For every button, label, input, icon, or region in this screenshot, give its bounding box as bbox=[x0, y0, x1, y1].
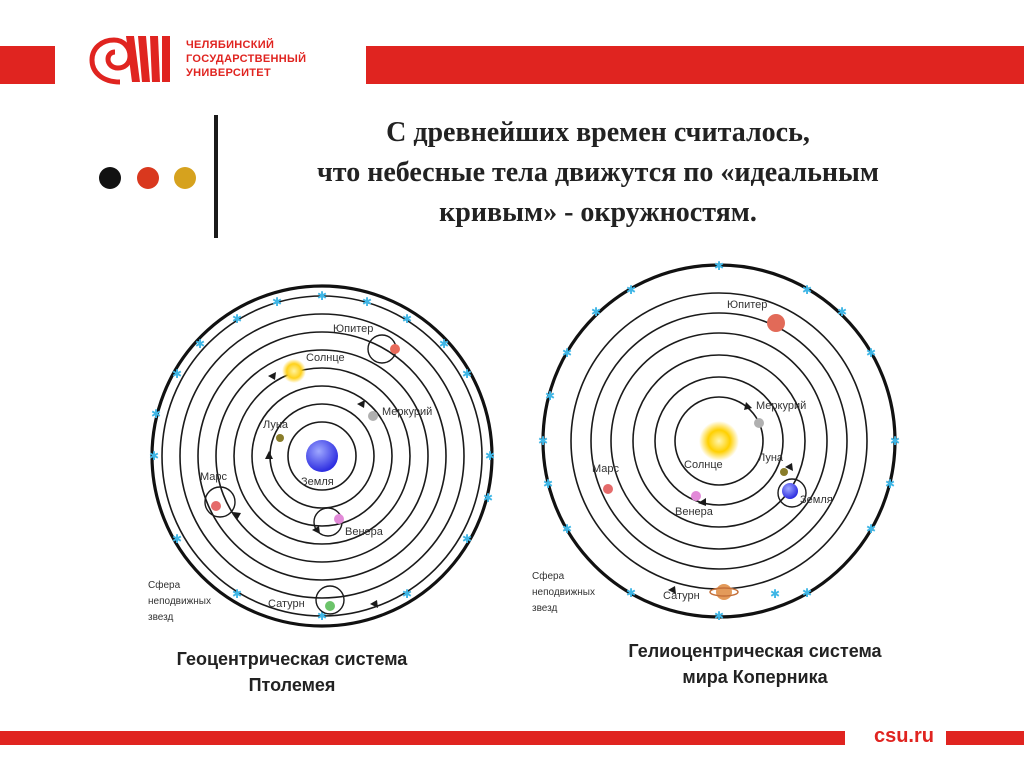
helio-label-sun: Солнце bbox=[684, 459, 723, 471]
site-link[interactable]: csu.ru bbox=[873, 725, 934, 747]
svg-text:✱: ✱ bbox=[561, 522, 573, 536]
geo-label-earth: Земля bbox=[301, 476, 334, 488]
svg-text:✱: ✱ bbox=[713, 259, 725, 273]
title-line: С древнейших времен считалось, bbox=[386, 117, 810, 148]
svg-text:✱: ✱ bbox=[769, 587, 781, 601]
helio-label-earth: Земля bbox=[800, 494, 833, 506]
svg-text:✱: ✱ bbox=[713, 609, 725, 623]
svg-text:✱: ✱ bbox=[865, 346, 877, 360]
svg-text:✱: ✱ bbox=[150, 407, 162, 421]
geo-saturn bbox=[325, 601, 335, 611]
header-bar-left bbox=[0, 46, 55, 84]
footer-bar-right bbox=[946, 731, 1024, 745]
geo-sphere-label-line: Сфера bbox=[148, 580, 181, 591]
geo-mercury bbox=[368, 411, 378, 421]
helio-label-mars: Марс bbox=[592, 463, 620, 475]
title-line: что небесные тела движутся по «идеальным bbox=[317, 157, 879, 188]
geo-label-mercury: Меркурий bbox=[382, 406, 433, 418]
geo-label-jupiter: Юпитер bbox=[333, 323, 374, 335]
svg-text:✱: ✱ bbox=[401, 312, 413, 326]
geo-label-sun: Солнце bbox=[306, 352, 345, 364]
decor-dot-red bbox=[137, 167, 159, 189]
helio-moon bbox=[780, 468, 788, 476]
slide-title bbox=[228, 113, 968, 233]
svg-text:✱: ✱ bbox=[590, 305, 602, 319]
helio-label-mercury: Меркурий bbox=[756, 400, 807, 412]
svg-text:✱: ✱ bbox=[542, 477, 554, 491]
university-name-line: ЧЕЛЯБИНСКИЙ bbox=[186, 39, 275, 51]
helio-label-venus: Венера bbox=[675, 506, 713, 518]
university-name-line: ГОСУДАРСТВЕННЫЙ bbox=[186, 53, 307, 65]
svg-text:✱: ✱ bbox=[361, 295, 373, 309]
geo-label-mars: Марс bbox=[200, 471, 228, 483]
geo-earth bbox=[306, 440, 338, 472]
svg-text:✱: ✱ bbox=[316, 289, 328, 303]
title-divider bbox=[214, 115, 218, 238]
helio-sun bbox=[699, 421, 739, 461]
svg-text:✱: ✱ bbox=[537, 434, 549, 448]
geo-label-venus: Венера bbox=[345, 526, 383, 538]
svg-text:✱: ✱ bbox=[884, 477, 896, 491]
helio-sphere-label-line: неподвижных bbox=[532, 587, 595, 598]
svg-text:✱: ✱ bbox=[801, 586, 813, 600]
helio-sphere-label bbox=[532, 570, 595, 614]
svg-text:✱: ✱ bbox=[484, 449, 496, 463]
geo-sphere-label-line: звезд bbox=[148, 612, 174, 623]
university-name-line: УНИВЕРСИТЕТ bbox=[186, 67, 271, 79]
university-logo bbox=[80, 30, 180, 92]
geo-moon bbox=[276, 434, 284, 442]
svg-text:✱: ✱ bbox=[438, 337, 450, 351]
svg-text:✱: ✱ bbox=[271, 295, 283, 309]
helio-saturn bbox=[710, 584, 738, 600]
footer-bar-left bbox=[0, 731, 845, 745]
svg-text:✱: ✱ bbox=[625, 283, 637, 297]
caption-line: Геоцентрическая система bbox=[176, 649, 408, 669]
geo-sphere-label-line: неподвижных bbox=[148, 596, 211, 607]
svg-text:✱: ✱ bbox=[194, 337, 206, 351]
geo-label-saturn: Сатурн bbox=[268, 598, 305, 610]
caption-line: Птолемея bbox=[248, 675, 336, 695]
svg-text:✱: ✱ bbox=[865, 522, 877, 536]
title-line: кривым» - окружностям. bbox=[439, 197, 757, 228]
geo-label-moon: Луна bbox=[263, 419, 289, 431]
geo-jupiter bbox=[390, 344, 400, 354]
helio-venus bbox=[691, 491, 701, 501]
helio-mars bbox=[603, 484, 613, 494]
decor-dot-gold bbox=[174, 167, 196, 189]
caption-line: Гелиоцентрическая система bbox=[628, 641, 882, 661]
helio-mercury bbox=[754, 418, 764, 428]
svg-text:✱: ✱ bbox=[461, 532, 473, 546]
svg-text:✱: ✱ bbox=[544, 389, 556, 403]
svg-text:✱: ✱ bbox=[461, 367, 473, 381]
svg-text:✱: ✱ bbox=[836, 305, 848, 319]
svg-text:✱: ✱ bbox=[231, 587, 243, 601]
header-bar-right bbox=[366, 46, 1024, 84]
geo-venus bbox=[334, 514, 344, 524]
svg-text:✱: ✱ bbox=[889, 434, 901, 448]
svg-text:✱: ✱ bbox=[171, 367, 183, 381]
geo-sphere-label bbox=[148, 579, 211, 623]
geocentric-caption bbox=[142, 646, 442, 698]
svg-text:✱: ✱ bbox=[561, 346, 573, 360]
svg-text:✱: ✱ bbox=[231, 312, 243, 326]
svg-text:✱: ✱ bbox=[316, 609, 328, 623]
university-name bbox=[186, 38, 306, 80]
helio-sphere-label-line: звезд bbox=[532, 603, 558, 614]
svg-text:✱: ✱ bbox=[625, 586, 637, 600]
helio-jupiter bbox=[767, 314, 785, 332]
heliocentric-caption bbox=[590, 638, 920, 690]
caption-line: мира Коперника bbox=[682, 667, 828, 687]
svg-text:✱: ✱ bbox=[148, 449, 160, 463]
helio-label-saturn: Сатурн bbox=[663, 590, 700, 602]
svg-text:✱: ✱ bbox=[801, 283, 813, 297]
svg-text:✱: ✱ bbox=[482, 491, 494, 505]
svg-text:✱: ✱ bbox=[171, 532, 183, 546]
helio-earth bbox=[782, 483, 798, 499]
geo-sun bbox=[282, 359, 306, 383]
heliocentric-diagram bbox=[520, 258, 920, 628]
geo-mars bbox=[211, 501, 221, 511]
geocentric-diagram bbox=[120, 258, 520, 628]
helio-sphere-label-line: Сфера bbox=[532, 571, 565, 582]
helio-label-jupiter: Юпитер bbox=[727, 299, 768, 311]
decor-dot-black bbox=[99, 167, 121, 189]
svg-text:✱: ✱ bbox=[401, 587, 413, 601]
helio-label-moon: Луна bbox=[758, 452, 784, 464]
